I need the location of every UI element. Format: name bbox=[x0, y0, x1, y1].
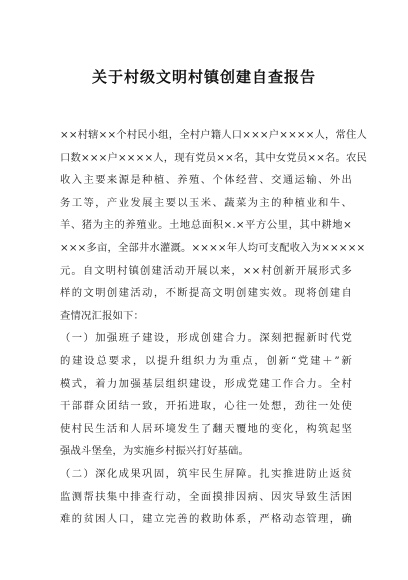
document-body bbox=[60, 124, 368, 531]
body-line: 强战斗堡垒，为实施乡村振兴打好基础。 bbox=[60, 445, 249, 458]
body-line: 监测帮扶集中排查行动，全面摸排因病、因灾导致生活困 bbox=[60, 490, 352, 503]
section-heading-line: （二）深化成果巩固，筑牢民生屏障。扎实推进防止返贫 bbox=[60, 467, 352, 480]
body-line: 模式，着力加强基层组织建设，形成党建工作合力。全村 bbox=[60, 377, 352, 390]
body-line: 难的贫困人口，建立完善的救助体系，严格动态管理，确 bbox=[60, 513, 352, 526]
body-line: 务工等，产业发展主要以玉米、蔬菜为主的种植业和牛、 bbox=[60, 196, 352, 209]
body-line: 元。自文明村镇创建活动开展以来，××村创新开展形式多 bbox=[60, 264, 352, 277]
body-line: 的建设总要求，以提升组织力为重点，创新“党建＋”新 bbox=[60, 354, 352, 367]
section-heading-line: （一）加强班子建设，形成创建合力。深刻把握新时代党 bbox=[60, 332, 352, 345]
body-line: 干部群众团结一致，开拓进取，心往一处想，劲往一处使 bbox=[60, 400, 352, 413]
body-line: ×××多亩，全部井水灌溉。××××年人均可支配收入为××××× bbox=[60, 241, 366, 254]
body-line: 收入主要来源是种植、养殖、个体经营、交通运输、外出 bbox=[60, 174, 352, 187]
body-line: 查情况汇报如下： bbox=[60, 309, 144, 322]
body-line: 使村民生活和人居环境发生了翻天覆地的变化，构筑起坚 bbox=[60, 422, 352, 435]
body-line: 口数×××户××××人，现有党员××名，其中女党员××名。农民 bbox=[60, 151, 368, 164]
document-title: 关于村级文明村镇创建自查报告 bbox=[91, 68, 316, 86]
body-line: 样的文明创建活动，不断提高文明创建实效。现将创建自 bbox=[60, 287, 352, 300]
body-line: 羊、猪为主的养殖业。土地总面积×.×平方公里，其中耕地× bbox=[60, 219, 352, 232]
body-line: ××村辖××个村民小组，全村户籍人口×××户××××人，常住人 bbox=[60, 129, 368, 141]
